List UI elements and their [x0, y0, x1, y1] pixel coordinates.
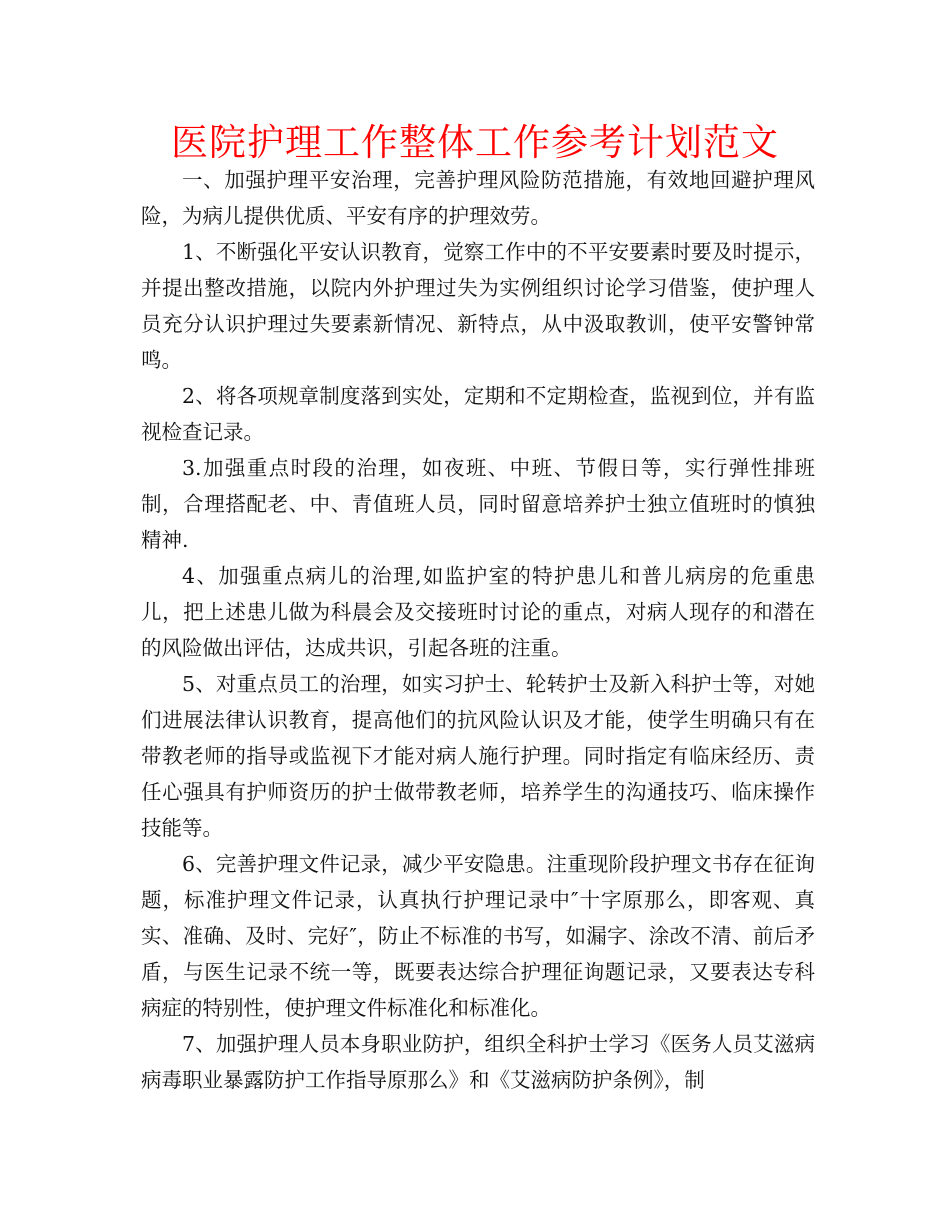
paragraph-intro: 一、加强护理平安治理，完善护理风险防范措施，有效地回避护理风险，为病儿提供优质、平安有序的护理效劳。	[141, 168, 815, 228]
document-body	[141, 162, 815, 1098]
paragraph-item-5: 5、对重点员工的治理，如实习护士、轮转护士及新入科护士等，对她们进展法律认识教育，提高他们的抗风险认识及才能，使学生明确只有在带教老师的指导或监视下才能对病人施行护理。同时指定有临床经历、责任心强具有护师资历的护士做带教老师，培养学生的沟通技巧、临床操作技能等。	[141, 672, 815, 840]
paragraph-item-6: 6、完善护理文件记录，减少平安隐患。注重现阶段护理文书存在征询题，标准护理文件记录，认真执行护理记录中″十字原那么，即客观、真实、准确、及时、完好″，防止不标准的书写，如漏字、涂改不清、前后矛盾，与医生记录不统一等，既要表达综合护理征询题记录，又要表达专科病症的特别性，使护理文件标准化和标准化。	[141, 852, 815, 1020]
paragraph-item-2: 2、将各项规章制度落到实处，定期和不定期检查，监视到位，并有监视检查记录。	[141, 384, 815, 444]
paragraph-item-3: 3.加强重点时段的治理，如夜班、中班、节假日等，实行弹性排班制，合理搭配老、中、青值班人员，同时留意培养护士独立值班时的慎独精神.	[141, 456, 815, 552]
paragraph-item-1: 1、不断强化平安认识教育，觉察工作中的不平安要素时要及时提示，并提出整改措施，以院内外护理过失为实例组织讨论学习借鉴，使护理人员充分认识护理过失要素新情况、新特点，从中汲取教训，使平安警钟常鸣。	[141, 240, 815, 372]
document-title: 医院护理工作整体工作参考计划范文	[171, 121, 779, 164]
paragraph-item-7: 7、加强护理人员本身职业防护，组织全科护士学习《医务人员艾滋病病毒职业暴露防护工作指导原那么》和《艾滋病防护条例》，制	[141, 1032, 815, 1092]
paragraph-item-4: 4、加强重点病儿的治理,如监护室的特护患儿和普儿病房的危重患儿，把上述患儿做为科晨会及交接班时讨论的重点，对病人现存的和潜在的风险做出评估，达成共识，引起各班的注重。	[141, 564, 815, 660]
